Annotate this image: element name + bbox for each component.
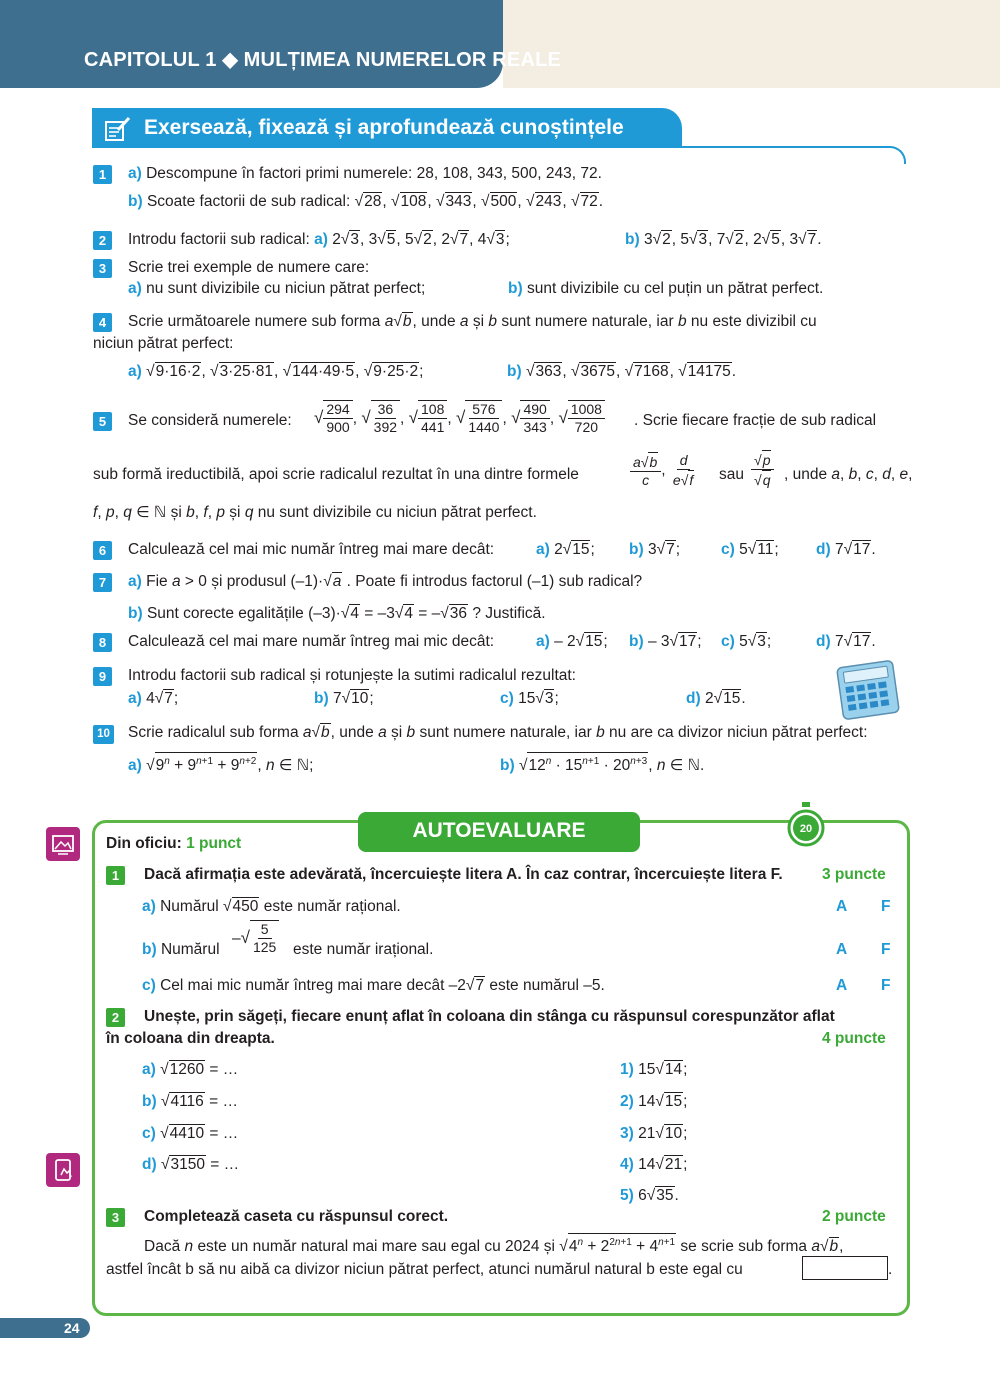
right-item: 3) 21√10; [620, 1125, 688, 1142]
question-1b-text2: este număr irațional. [293, 941, 434, 958]
left-item: d) √3150 = … [142, 1156, 240, 1173]
coefficient: 21 [638, 1125, 656, 1142]
exercise-7b-text1: Sunt corecte egalitățile [146, 605, 304, 622]
exercise-number: 1 [93, 165, 112, 184]
gallery-icon[interactable] [46, 827, 80, 861]
exercise-number: 10 [93, 725, 114, 744]
exercise-4a: a) √9·16·2, √3·25·81, √144·49·5, √9·25·2; [128, 363, 424, 380]
exercise-number: 2 [93, 231, 112, 250]
question-1-text: Dacă afirmația este adevărată, încercuiește litera A. În caz contrar, încercuiește litera F. [144, 866, 783, 883]
exercise-7b-text2: ? Justifică. [472, 605, 546, 622]
question-1c: c) Cel mai mic număr întreg mai mare decât –2√7 este numărul –5. [142, 977, 605, 994]
header-background [503, 0, 1000, 88]
tablet-touch-icon[interactable] [46, 1153, 80, 1187]
exercise-10-text: Scrie radicalul sub forma a√b, unde a și b sunt numere naturale, iar b nu are ca divizor niciun pătrat perfect: [128, 724, 868, 741]
exercise-10-text3: și [391, 724, 403, 741]
exercise-5-text7: și [229, 504, 241, 521]
right-item: 1) 15√14; [620, 1061, 688, 1078]
exercise-6d: d) 7√17. [816, 541, 876, 558]
exercise-5-text2: . Scrie fiecare fracție de sub radical [634, 412, 877, 429]
coefficient: 15 [638, 1061, 656, 1078]
exercise-8d: d) 7√17. [816, 633, 876, 650]
exercise-9c: c) 15√3; [500, 690, 559, 707]
exercise-3b: b) sunt divizibile cu cel puțin un pătrat perfect. [508, 280, 824, 297]
option-f[interactable]: F [881, 898, 891, 915]
page-number: 24 [64, 1320, 80, 1336]
exercise-5-text3: sub formă ireductibilă, apoi scrie radicalul rezultat în una dintre formele [93, 466, 579, 483]
exercise-6c: c) 5√11; [721, 541, 779, 558]
exercise-5-forms: $\frac{a√b}{c}$ , $\frac{d}{e√f}$ [630, 452, 697, 489]
oficiu-line [106, 834, 241, 854]
exercise-6a: a) 2√15; [536, 541, 595, 558]
exercise-5-fractions: √ $\frac{294}{900}$ , √ $\frac{36}{392}$ , √ $\frac{108}{441}$ , √ $\frac{576}{1440}$ , √ $\frac{490}{343}$ , √ $\frac{1008}{720}$ [314, 400, 605, 436]
question-3-line1b: este un număr natural mai mare sau egal cu 2024 și [197, 1238, 555, 1256]
exercise-2: Introdu factorii sub radical: a) 2√3, 3√5, 5√2, 2√7, 4√3; [128, 231, 510, 248]
exercise-8-text: Calculează cel mai mare număr întreg mai mic decât: [128, 633, 495, 650]
question-2-points: 4 puncte [822, 1030, 886, 1047]
exercise-7a-text1: Fie [146, 573, 168, 590]
radicand: 14 [664, 1061, 683, 1078]
exercise-number: 8 [93, 633, 112, 652]
oficiu-label: Din oficiu: [106, 835, 182, 852]
exercise-8c: c) 5√3; [721, 633, 772, 650]
exercise-3a: a) nu sunt divizibile cu niciun pătrat perfect; [128, 280, 426, 297]
exercise-7a-text3: . Poate fi introdus factorul (–1) sub radical? [346, 573, 643, 590]
radicand: 21 [664, 1156, 683, 1173]
radicand: 343 [445, 193, 472, 210]
section-underline [92, 146, 906, 164]
timer-value: 20 [799, 823, 813, 835]
exercise-4-text1: Scrie următoarele numere sub forma [128, 313, 381, 330]
exercise-4-text2: , unde [412, 313, 456, 330]
section-title: Exersează, fixează și aprofundează cunoștințele [144, 116, 624, 139]
question-3-line1: Dacă n este un număr natural mai mare sau egal cu 2024 și $√4^n + 2^{2n+1} + 4^{n+1}$ se scrie sub forma a√b, [144, 1233, 843, 1257]
answer-period: . [888, 1261, 893, 1278]
exercise-8a: a) – 2√15; [536, 633, 608, 650]
question-number: 2 [106, 1008, 125, 1027]
question-number: 1 [106, 866, 125, 885]
exercise-5-vars: , unde a, b, c, d, e, [784, 466, 913, 483]
calculator-icon [832, 660, 904, 725]
left-item: b) √4116 = … [142, 1093, 238, 1110]
radicand: 500 [490, 193, 517, 210]
exercise-10-text5: nu are ca divizor niciun pătrat perfect: [609, 724, 868, 741]
exercise-10-text1: Scrie radicalul sub forma [128, 724, 299, 741]
exercise-4-text4: sunt numere naturale, iar [501, 313, 674, 330]
exercise-1b: b) Scoate factorii de sub radical: √28, √108, √343, √500, √243, √72. [128, 193, 604, 210]
exercise-number: 9 [93, 667, 112, 686]
question-1a: a) Numărul √450 este număr rațional. [142, 898, 401, 915]
question-1c-text2: este numărul [489, 977, 579, 994]
exercise-5-form3: $\frac{√p}{√q}$ [751, 450, 774, 489]
coefficient: 6 [638, 1187, 647, 1204]
exercise-9b: b) 7√10; [314, 690, 374, 707]
radicand: 4410 [169, 1125, 205, 1142]
exercise-7a-text2: și produsul [211, 573, 287, 590]
exercise-3a-text: nu sunt divizibile cu niciun pătrat perfect; [146, 280, 426, 297]
oficiu-points: 1 punct [186, 835, 242, 852]
exercise-7a: a) Fie a > 0 și produsul (–1)·√a . Poate fi introdus factorul (–1) sub radical? [128, 573, 643, 590]
exercise-2-text: Introdu factorii sub radical: [128, 231, 310, 248]
radicand: 3150 [170, 1156, 205, 1173]
exercise-10-text4: sunt numere naturale, iar [419, 724, 592, 741]
exercise-4-text5: nu este divizibil cu [690, 313, 817, 330]
radicand: 108 [400, 193, 427, 210]
exercise-1b-text: Scoate factorii de sub radical: [146, 193, 351, 210]
exercise-10b: b) $√12^n \cdot 15^{n+1} \cdot 20^{n+3}$, n ∈ ℕ. [500, 752, 704, 776]
timer-icon [786, 800, 826, 853]
exercise-5-line3: f, p, q ∈ ℕ și b, f, p și q nu sunt divizibile cu niciun pătrat perfect. [93, 504, 537, 521]
left-item: c) √4410 = … [142, 1125, 239, 1142]
question-number: 3 [106, 1208, 125, 1227]
exercise-number: 3 [93, 259, 112, 278]
left-item: a) √1260 = … [142, 1061, 239, 1078]
exercise-7b: b) Sunt corecte egalitățile (–3)·√4 = –3√4 = –√36 ? Justifică. [128, 605, 546, 622]
exercise-number: 4 [93, 313, 112, 332]
answer-box[interactable] [802, 1256, 888, 1280]
question-1a-text2: este număr rațional. [263, 898, 401, 915]
radicand: 243 [535, 193, 562, 210]
chapter-title: CAPITOLUL 1 ◆ MULȚIMEA NUMERELOR REALE [84, 49, 562, 71]
option-a[interactable]: A [836, 898, 848, 915]
exercise-number: 5 [93, 412, 112, 431]
radicand: 15 [664, 1093, 683, 1110]
question-3-line2: astfel încât b să nu aibă ca divizor niciun pătrat perfect, atunci numărul natural b este egal cu [106, 1261, 743, 1278]
exercise-1a: a) Descompune în factori primi numerele: 28, 108, 343, 500, 243, 72. [128, 165, 602, 182]
question-1b-text1: Numărul [160, 941, 220, 958]
coefficient: 14 [638, 1093, 656, 1110]
exercise-9a: a) 4√7; [128, 690, 179, 707]
header-bar [0, 0, 503, 88]
exercise-4-text3: și [472, 313, 485, 330]
question-1-points: 3 puncte [822, 866, 886, 883]
exercise-number: 6 [93, 541, 112, 560]
exercise-4-line1: Scrie următoarele numere sub forma a√b, unde a și b sunt numere naturale, iar b nu este divizibil cu [128, 313, 817, 330]
exercise-2b: b) 3√2, 5√3, 7√2, 2√5, 3√7. [625, 231, 822, 248]
exercise-10a: a) $√9^n + 9^{n+1} + 9^{n+2}$, n ∈ ℕ; [128, 752, 313, 776]
right-item: 5) 6√35. [620, 1187, 679, 1204]
exercise-5-text6: și [170, 504, 182, 521]
exercise-9d: d) 2√15. [686, 690, 746, 707]
exercise-4-line2: niciun pătrat perfect: [93, 335, 234, 352]
question-3-text: Completează caseta cu răspunsul corect. [144, 1208, 449, 1225]
exercise-9-text: Introdu factorii sub radical și rotunjește la sutimi radicalul rezultat: [128, 667, 576, 684]
question-1b: b) Numărul [142, 941, 220, 958]
radicand: 4116 [170, 1093, 204, 1110]
self-assessment-title: AUTOEVALUARE [412, 819, 586, 842]
radicand: 28 [364, 193, 382, 210]
question-3-line1a: Dacă [144, 1238, 181, 1256]
exercise-5-text5: , unde [784, 466, 828, 483]
radicand: 35 [656, 1187, 674, 1204]
coefficient: 14 [638, 1156, 656, 1173]
exercise-icon [104, 116, 132, 147]
option-a[interactable]: A [836, 977, 848, 994]
exercise-number: 7 [93, 573, 112, 592]
option-a[interactable]: A [836, 941, 848, 958]
question-1a-text1: Numărul [160, 898, 219, 915]
exercise-5-text1: Se consideră numerele: [128, 412, 292, 429]
radicand: 72 [580, 193, 598, 210]
right-item: 2) 14√15; [620, 1093, 688, 1110]
exercise-5-text4: sau [719, 466, 744, 483]
right-item: 4) 14√21; [620, 1156, 688, 1173]
question-3-line1c: se scrie sub forma [680, 1238, 808, 1256]
radicand: 10 [664, 1125, 683, 1142]
question-1c-text1: Cel mai mic număr întreg mai mare decât [160, 977, 445, 994]
exercise-3b-text: sunt divizibile cu cel puțin un pătrat perfect. [526, 280, 824, 297]
exercise-3-text: Scrie trei exemple de numere care: [128, 259, 370, 276]
exercise-6-text: Calculează cel mai mic număr întreg mai mare decât: [128, 541, 495, 558]
exercise-8b: b) – 3√17; [629, 633, 702, 650]
question-1b-fraction: – √ $\frac{5}{125}$ [232, 920, 279, 956]
question-2-text1: Unește, prin săgeți, fiecare enunț aflat în coloana din stânga cu răspunsul corespunzător aflat [144, 1008, 835, 1025]
exercise-10-text2: , unde [330, 724, 374, 741]
question-2-text2: în coloana din dreapta. [106, 1030, 275, 1047]
exercise-4b: b) √363, √3675, √7168, √14175. [507, 363, 737, 380]
exercise-1a-text: Descompune în factori primi numerele: 28, 108, 343, 500, 243, 72. [146, 165, 602, 182]
option-f[interactable]: F [881, 977, 891, 994]
radicand: 1260 [169, 1061, 205, 1078]
question-1c-text3: –5. [583, 977, 605, 994]
exercise-5-text8: nu sunt divizibile cu niciun pătrat perfect. [257, 504, 537, 521]
option-f[interactable]: F [881, 941, 891, 958]
question-3-points: 2 puncte [822, 1208, 886, 1225]
exercise-6b: b) 3√7; [629, 541, 681, 558]
